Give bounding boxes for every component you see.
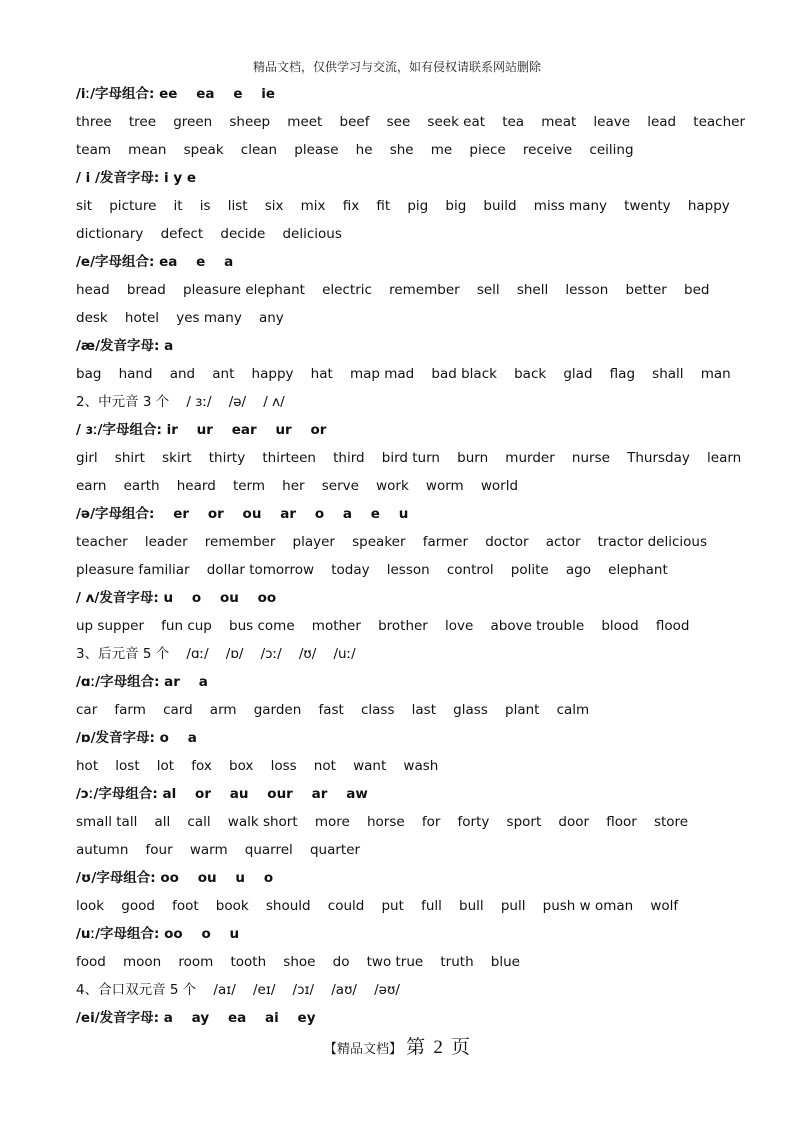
word-list-line: head bread pleasure elephant electric remember sell shell lesson better bed [76, 282, 710, 298]
phonetic-heading: /ei/发音字母: a ay ea ai ey [76, 1010, 316, 1026]
document-body [76, 80, 745, 1032]
word-list-line: three tree green sheep meet beef see seek eat tea meat leave lead teacher [76, 114, 745, 130]
word-list-line: pleasure familiar dollar tomorrow today lesson control polite ago elephant [76, 562, 668, 578]
word-list-line: small tall all call walk short more horse for forty sport door floor store [76, 814, 689, 830]
phonetic-heading: /ɑː/字母组合: ar a [76, 674, 208, 690]
section-title: 2、中元音 3 个 / ɜː/ /ə/ / ʌ/ [76, 394, 285, 410]
word-list-line: girl shirt skirt thirty thirteen third bird turn burn murder nurse Thursday learn [76, 450, 742, 466]
phonetic-heading: /ɒ/发音字母: o a [76, 730, 197, 746]
word-list-line: look good foot book should could put full bull pull push w oman wolf [76, 898, 679, 914]
word-list-line: autumn four warm quarrel quarter [76, 842, 361, 858]
word-list-line: team mean speak clean please he she me piece receive ceiling [76, 142, 634, 158]
footer-page-suffix: 页 [450, 1037, 470, 1058]
word-list-line: food moon room tooth shoe do two true truth blue [76, 954, 520, 970]
footer-page-number: 2 [433, 1037, 443, 1058]
word-list-line: teacher leader remember player speaker farmer doctor actor tractor delicious [76, 534, 708, 550]
phonetic-heading: /uː/字母组合: oo o u [76, 926, 240, 942]
page-header: 精品文档，仅供学习与交流，如有侵权请联系网站删除 [252, 60, 541, 74]
word-list-line: sit picture it is list six mix fix fit pig big build miss many twenty happy [76, 198, 730, 214]
phonetic-heading: /e/字母组合: ea e a [76, 254, 234, 270]
page-footer [0, 1032, 794, 1059]
phonetic-heading: / ɜː/字母组合: ir ur ear ur or [76, 422, 327, 438]
word-list-line: hot lost lot fox box loss not want wash [76, 758, 439, 774]
footer-label: 【精品文档】 [324, 1042, 403, 1057]
word-list-line: earn earth heard term her serve work worm world [76, 478, 519, 494]
phonetic-heading: /æ/发音字母: a [76, 338, 174, 354]
word-list-line: dictionary defect decide delicious [76, 226, 342, 242]
footer-page-prefix: 第 [406, 1037, 426, 1058]
phonetic-heading: /ə/字母组合: er or ou ar o a e u [76, 506, 409, 522]
phonetic-heading: /iː/字母组合: ee ea e ie [76, 86, 276, 102]
phonetic-heading: / ʌ/发音字母: u o ou oo [76, 590, 277, 606]
phonetic-heading: /ɔː/字母组合: al or au our ar aw [76, 786, 368, 802]
word-list-line: car farm card arm garden fast class last glass plant calm [76, 702, 590, 718]
word-list-line: up supper fun cup bus come mother brother love above trouble blood flood [76, 618, 690, 634]
phonetic-heading: / i /发音字母: i y e [76, 170, 196, 186]
section-title: 3、后元音 5 个 /ɑː/ /ɒ/ /ɔː/ /ʊ/ /uː/ [76, 646, 356, 662]
word-list-line: desk hotel yes many any [76, 310, 284, 326]
section-title: 4、合口双元音 5 个 /aɪ/ /eɪ/ /ɔɪ/ /aʊ/ /əʊ/ [76, 982, 400, 998]
phonetic-heading: /ʊ/字母组合: oo ou u o [76, 870, 274, 886]
word-list-line: bag hand and ant happy hat map mad bad black back glad flag shall man [76, 366, 731, 382]
